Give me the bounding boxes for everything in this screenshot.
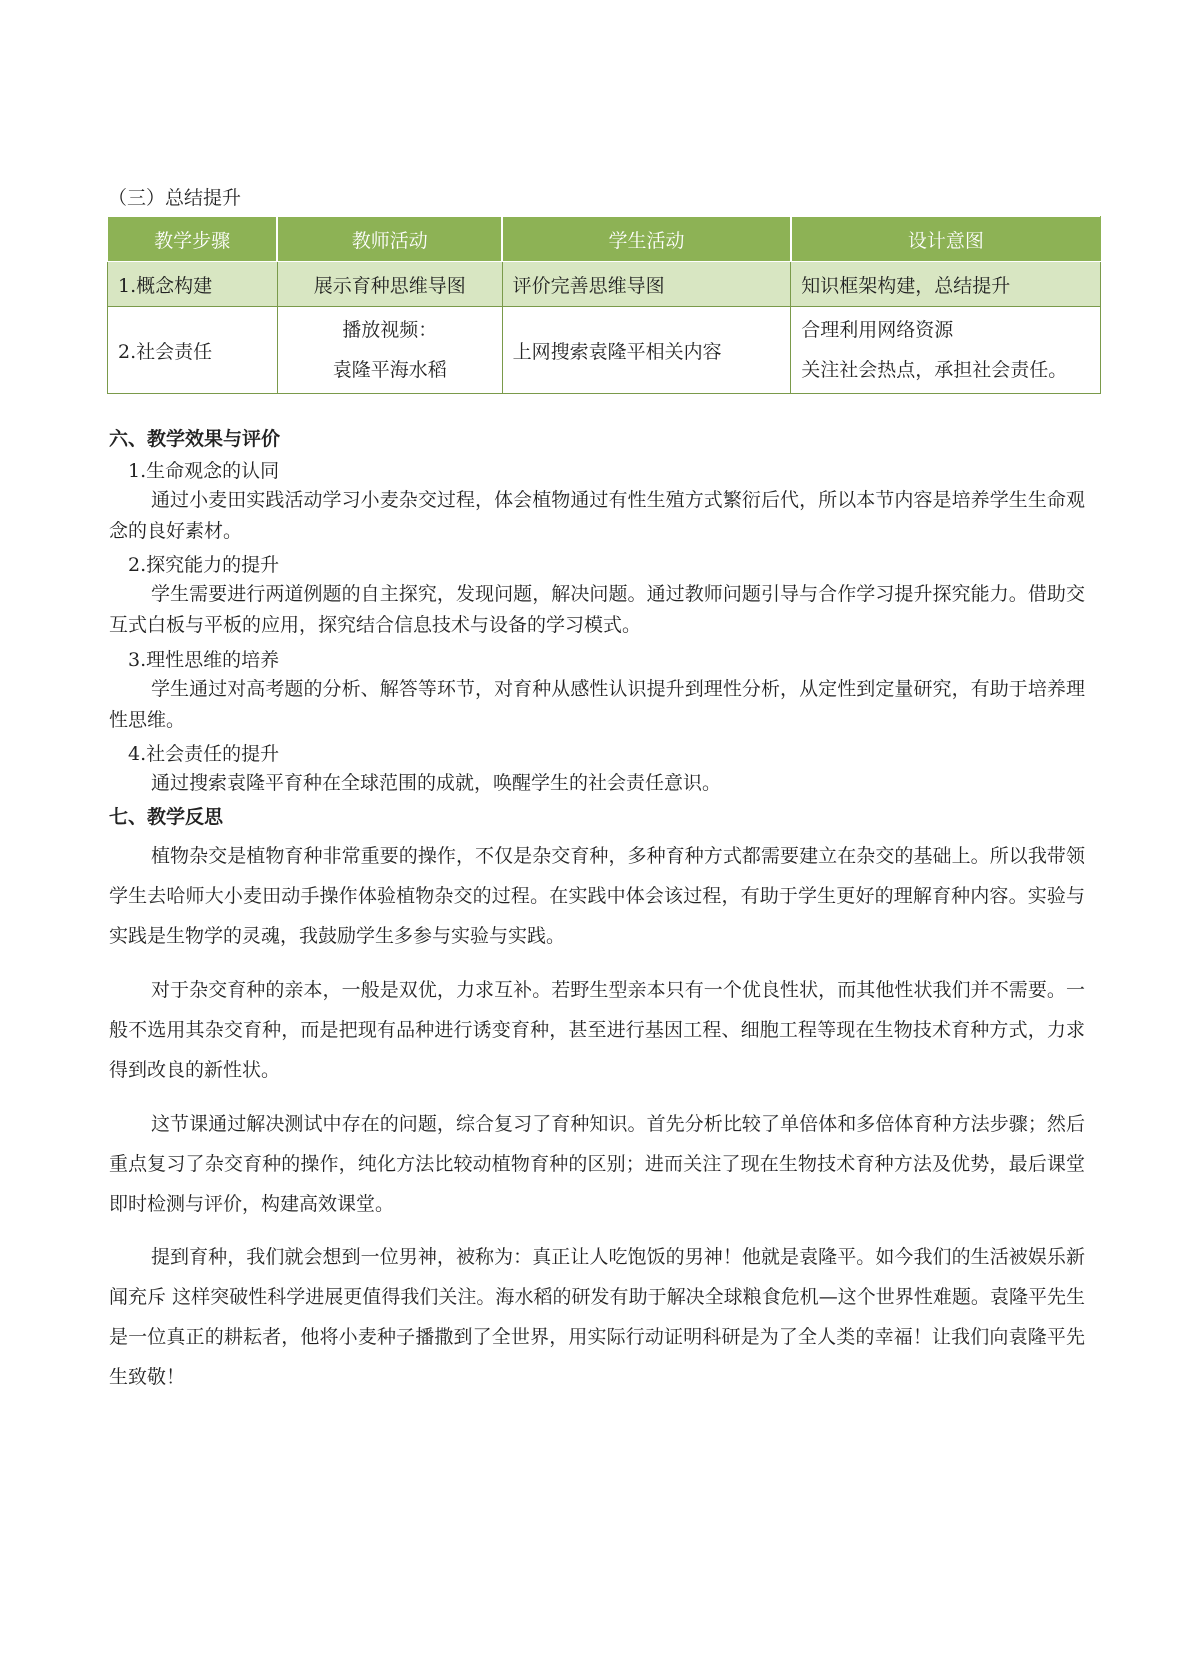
- table-header-row: [108, 217, 1101, 262]
- reflection-paragraph-1: 植物杂交是植物育种非常重要的操作，不仅是杂交育种，多种育种方式都需要建立在杂交的基础上。所以我带领学生去哈师大小麦田动手操作体验植物杂交的过程。在实践中体会该过程，有助于学生更好的理解育种内容。实验与实践是生物学的灵魂，我鼓励学生多参与实验与实践。: [109, 845, 1085, 947]
- item-3-text: 学生通过对高考题的分析、解答等环节，对育种从感性认识提升到理性分析，从定性到定量研究，有助于培养理性思维。: [109, 678, 1085, 731]
- section-6-heading: 六、教学效果与评价: [109, 428, 281, 450]
- cell-teacher: [277, 307, 502, 394]
- item-1-label: 1.生命观念的认同: [128, 460, 280, 482]
- reflection-paragraph-4: 提到育种，我们就会想到一位男神，被称为：真正让人吃饱饭的男神！他就是袁隆平。如今我们的生活被娱乐新闻充斥 这样突破性科学进展更值得我们关注。海水稻的研发有助于解决全球粮食危机—这个世界性难题。袁隆平先生是一位真正的耕耘者，他将小麦种子播撒到了全世界，用实际行动证明科研是为了全人类的幸福！让我们向袁隆平先生致敬！: [109, 1246, 1085, 1388]
- section-3-title: （三）总结提升: [108, 187, 242, 209]
- table-row: [108, 307, 1101, 394]
- cell-teacher: 展示育种思维导图: [277, 262, 502, 307]
- item-4-label: 4.社会责任的提升: [128, 743, 280, 765]
- teaching-plan-table: [107, 216, 1101, 394]
- item-4-text: 通过搜索袁隆平育种在全球范围的成就，唤醒学生的社会责任意识。: [151, 772, 722, 794]
- cell-step: 1.概念构建: [108, 262, 278, 307]
- header-intent: 设计意图: [791, 217, 1101, 262]
- cell-intent-line-1: 合理利用网络资源: [801, 319, 954, 341]
- table-row: [108, 262, 1101, 307]
- item-1-text: 通过小麦田实践活动学习小麦杂交过程，体会植物通过有性生殖方式繁衍后代，所以本节内容是培养学生生命观念的良好素材。: [109, 489, 1085, 542]
- reflection-paragraph-3: 这节课通过解决测试中存在的问题，综合复习了育种知识。首先分析比较了单倍体和多倍体育种方法步骤；然后重点复习了杂交育种的操作，纯化方法比较动植物育种的区别；进而关注了现在生物技术育种方法及优势，最后课堂即时检测与评价，构建高效课堂。: [109, 1113, 1085, 1215]
- reflection-paragraph-2: 对于杂交育种的亲本，一般是双优，力求互补。若野生型亲本只有一个优良性状，而其他性状我们并不需要。一般不选用其杂交育种，而是把现有品种进行诱变育种，甚至进行基因工程、细胞工程等现在生物技术育种方式，力求得到改良的新性状。: [109, 979, 1085, 1081]
- item-3-label: 3.理性思维的培养: [128, 649, 280, 671]
- cell-teacher-line-1: 播放视频：: [342, 319, 438, 341]
- cell-teacher-line-2: 袁隆平海水稻: [332, 359, 447, 381]
- cell-step: 2.社会责任: [108, 307, 278, 394]
- cell-student: 上网搜索袁隆平相关内容: [502, 307, 791, 394]
- header-step: 教学步骤: [108, 217, 278, 262]
- header-student: 学生活动: [502, 217, 791, 262]
- section-7-heading: 七、教学反思: [109, 806, 224, 828]
- item-2-label: 2.探究能力的提升: [128, 554, 280, 576]
- cell-intent: [791, 307, 1101, 394]
- item-2-text: 学生需要进行两道例题的自主探究，发现问题，解决问题。通过教师问题引导与合作学习提升探究能力。借助交互式白板与平板的应用，探究结合信息技术与设备的学习模式。: [109, 583, 1085, 636]
- cell-intent: 知识框架构建，总结提升: [791, 262, 1101, 307]
- cell-student: 评价完善思维导图: [502, 262, 791, 307]
- cell-intent-line-2: 关注社会热点，承担社会责任。: [801, 359, 1068, 381]
- header-teacher: 教师活动: [277, 217, 502, 262]
